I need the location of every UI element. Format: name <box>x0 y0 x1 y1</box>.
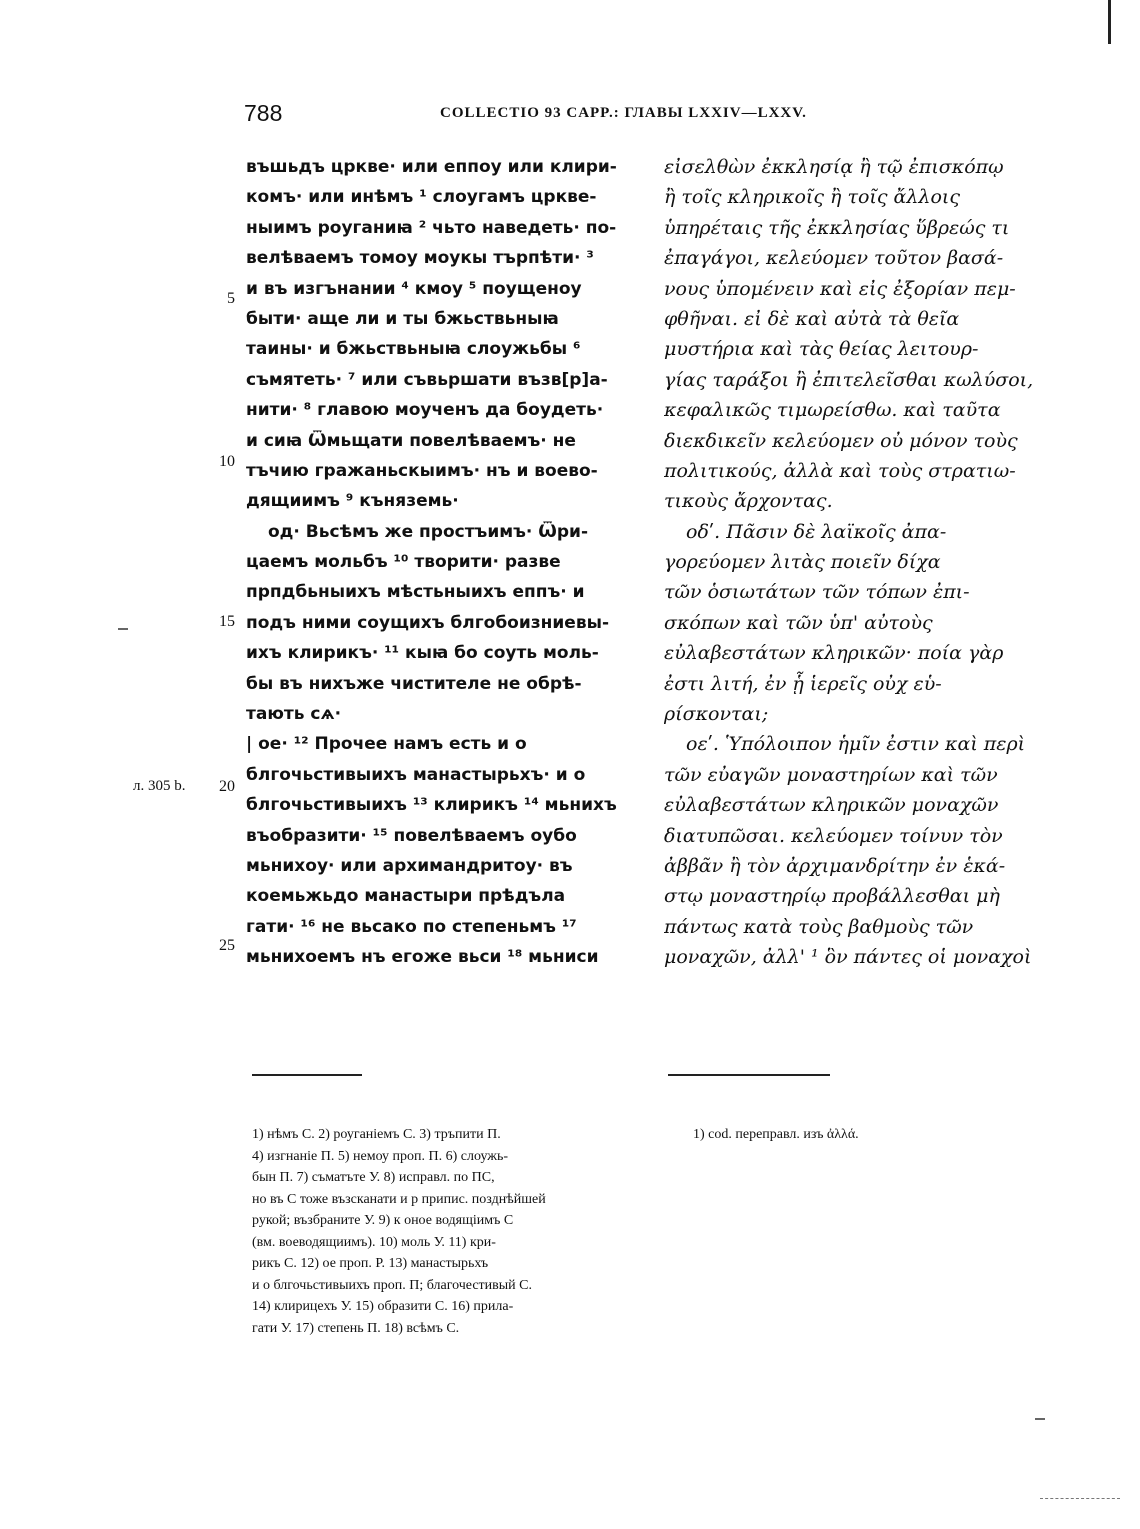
text-line: тъчию гражаньскыимъ· нъ и воево- <box>246 460 598 481</box>
text-line: μυστήρια καὶ τὰς θείας λειτουρ- <box>664 338 979 361</box>
text-line: κεφαλικῶς τιμωρείσθω. καὶ ταῦτα <box>664 399 1001 422</box>
text-line: гати· ¹⁶ не вьсако по степеньмъ ¹⁷ <box>246 916 577 937</box>
text-line: подъ ними соущихъ блгобоизниевы- <box>246 612 610 633</box>
text-line: ἢ τοῖς κληρικοῖς ἢ τοῖς ἄλλοις <box>664 186 960 209</box>
text-line: въобразити· ¹⁵ повелѣваемъ оубо <box>246 825 577 846</box>
text-line: πάντως κατὰ τοὺς βαθμοὺς τῶν <box>664 915 974 938</box>
text-line: γορεύομεν λιτὰς ποιεῖν δίχα <box>664 551 941 574</box>
text-line: εὐλαβεστάτων κληρικῶν· ποία γὰρ <box>664 642 1004 665</box>
text-line: блгочьстивыихъ ¹³ клирикъ ¹⁴ мьнихъ <box>246 795 617 816</box>
text-line: ρίσκονται; <box>664 703 769 726</box>
line-number: 5 <box>227 290 235 307</box>
text-line: мьнихоемъ нъ егоже вьси ¹⁸ мьниси <box>246 947 599 968</box>
text-line: велѣваемъ томоу моукы търпѣти· ³ <box>246 248 594 269</box>
scan-speck <box>1035 1418 1045 1420</box>
footnote-line: 14) клирицехъ У. 15) образити С. 16) прила- <box>252 1299 514 1314</box>
folio-marker: л. 305 b. <box>133 778 186 794</box>
text-line: и сиꙗ Ѿмьщати повелѣваемъ· не <box>246 430 576 451</box>
text-line: бы въ нихъже чистителе не обрѣ- <box>246 673 582 694</box>
text-line: μοναχῶν, ἀλλ' ¹ ὃν πάντες οἱ μοναχοὶ <box>664 946 1032 969</box>
text-line: τῶν εὐαγῶν μοναστηρίων καὶ τῶν <box>664 763 998 786</box>
text-line: τικοὺς ἄρχοντας. <box>664 490 833 513</box>
text-line: ихъ клирикъ· ¹¹ кыꙗ бо соуть моль- <box>246 643 599 664</box>
footnote-rule-left <box>252 1074 362 1076</box>
text-line: πολιτικούς, ἀλλὰ καὶ τοὺς στρατιω- <box>664 459 1016 482</box>
footnote-line: и о блгочьстивыихъ проп. П; благочестивый С. <box>252 1277 533 1293</box>
footnote-line: но въ С тоже възсканати и р припис. позднѣйшей <box>252 1191 546 1207</box>
footnote-rule-right <box>668 1074 830 1076</box>
chapter-start-line: од· Вьсѣмъ же простъимъ· Ѿри- <box>268 521 589 542</box>
footnote-line: 4) изгнанiе П. 5) немоу проп. П. 6) слоужь- <box>252 1148 508 1164</box>
text-line: ἐπαγάγοι, κελεύομεν τοῦτον βασά- <box>664 247 1004 270</box>
text-line: διατυπῶσαι. κελεύομεν τοίνυν τὸν <box>664 824 1003 847</box>
footnote-line: рукой; възбраните У. 9) к оное водящiимъ С <box>252 1213 514 1228</box>
chapter-start-line: οεʹ. Ὑπόλοιπον ἡμῖν ἐστιν καὶ περὶ <box>686 733 1026 756</box>
text-line: ἀββᾶν ἢ τὸν ἀρχιμανδρίτην ἐν ἑκά- <box>664 854 1006 877</box>
text-line: блгочьстивыихъ манастырьхъ· и о <box>246 764 586 785</box>
text-line: тають сѧ· <box>246 704 342 725</box>
text-line: въшьдъ цркве· или еппоу или клири- <box>246 157 617 177</box>
text-line: σκόπων καὶ τῶν ὑπ' αὐτοὺς <box>664 611 933 634</box>
text-line: εἰσελθὼν ἐκκλησίᾳ ἢ τῷ ἐπισκόπῳ <box>664 156 1004 178</box>
chapter-start-line: | ое· ¹² Прочее намъ есть и о <box>246 734 527 755</box>
footnotes-right <box>693 1124 859 1146</box>
line-number: 20 <box>219 778 235 795</box>
text-line: комъ· или инѣмъ ¹ слоугамъ цркве- <box>246 187 597 208</box>
text-line: τῶν ὁσιωτάτων τῶν τόπων ἐπι- <box>664 581 970 604</box>
running-head: COLLECTIO 93 CAPP.: ГЛАВЫ LXXIV—LXXV. <box>440 105 807 121</box>
chapter-start-line: οδʹ. Πᾶσιν δὲ λαϊκοῖς ἀπα- <box>686 520 947 543</box>
line-number: 25 <box>219 937 235 954</box>
text-line: таины· и бжьствьныꙗ слоужьбы ⁶ <box>246 339 581 360</box>
text-line: дящиимъ ⁹ къняземь· <box>246 491 459 512</box>
greek-column <box>664 152 1056 973</box>
text-line: и въ изгънании ⁴ кмоу ⁵ поущеноу <box>246 278 582 299</box>
footnote-line: бын П. 7) съматъте У. 8) исправл. по ПС, <box>252 1170 495 1185</box>
text-line: νους ὑπομένειν καὶ εἰς ἐξορίαν πεμ- <box>664 277 1016 300</box>
text-line: нити· ⁸ главою моученъ да боудеть· <box>246 400 604 421</box>
text-line: φθῆναι. εἰ δὲ καὶ αὐτὰ τὰ θεῖα <box>664 307 960 330</box>
text-line: прпдбьныихъ мѣстьныихъ еппъ· и <box>246 582 585 603</box>
text-line: ныимъ роуганиꙗ ² чьто наведеть· по- <box>246 217 617 238</box>
footnote-line: 1) нѣмъ С. 2) роуганiемъ С. 3) тръпити П. <box>252 1127 501 1142</box>
footnote-line: рикъ С. 12) ое проп. Р. 13) манастырьхъ <box>252 1256 489 1271</box>
text-line: съмятеть· ⁷ или съвьршати възв[р]а- <box>246 369 608 390</box>
footnotes-left <box>252 1124 642 1339</box>
line-number: 15 <box>219 613 235 630</box>
text-line: γίας ταράξοι ἢ ἐπιτελεῖσθαι κωλύσοι, <box>664 368 1034 391</box>
text-line: быти· аще ли и ты бжьствьныꙗ <box>246 308 559 329</box>
text-line: мьнихоу· или архимандритоу· въ <box>246 855 573 876</box>
footnote-line: 1) cod. переправл. изъ ἀλλά. <box>693 1127 859 1142</box>
text-line: διεκδικεῖν κελεύομεν οὐ μόνον τοὺς <box>664 429 1018 452</box>
text-line: στῳ μοναστηρίῳ προβάλλεσθαι μὴ <box>664 885 1000 908</box>
footnote-line: гати У. 17) степень П. 18) всѣмъ С. <box>252 1320 460 1336</box>
line-number: 10 <box>219 453 235 470</box>
page-number: 788 <box>244 100 283 126</box>
text-line: коемьжьдо манастыри прѣдъла <box>246 886 566 907</box>
text-line: ἐστι λιτή, ἐν ᾗ ἱερεῖς οὐχ εὑ- <box>664 672 942 695</box>
margin-mark <box>1108 0 1111 44</box>
text-line: цаемъ мольбъ ¹⁰ творити· разве <box>246 552 561 573</box>
slavonic-column <box>246 152 638 973</box>
footnote-line: (вм. воеводящиимъ). 10) моль У. 11) кри- <box>252 1234 496 1250</box>
text-line: ὑπηρέταις τῆς ἐκκλησίας ὕβρεώς τι <box>664 216 1010 239</box>
scan-dash-mark <box>1040 1498 1120 1499</box>
text-line: εὐλαβεστάτων κληρικῶν μοναχῶν <box>664 794 999 817</box>
scan-speck <box>118 628 128 630</box>
